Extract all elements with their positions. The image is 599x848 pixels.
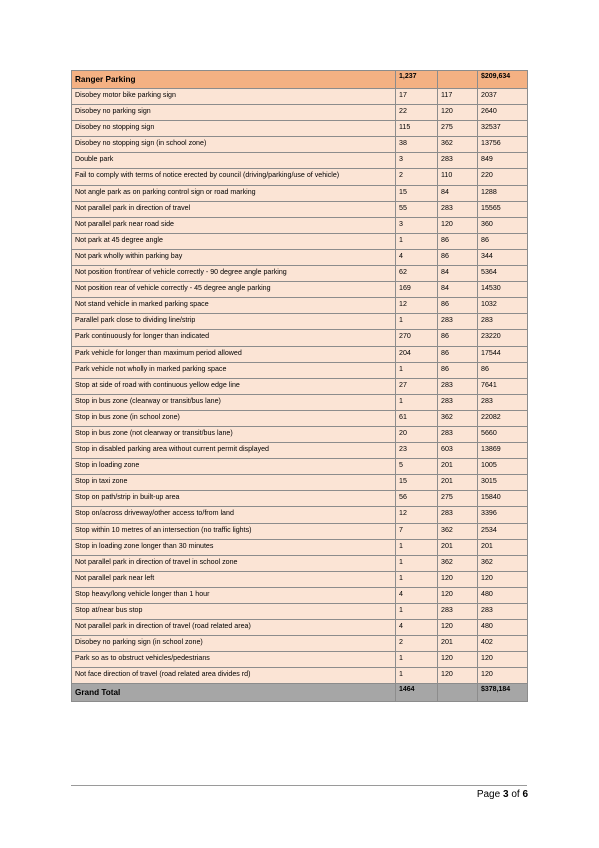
row-total: 283 — [478, 604, 528, 620]
row-count: 204 — [396, 346, 438, 362]
row-total: 120 — [478, 571, 528, 587]
row-description: Stop in bus zone (in school zone) — [72, 410, 396, 426]
row-fine: 86 — [438, 233, 478, 249]
row-total: 360 — [478, 217, 528, 233]
row-total: 13756 — [478, 137, 528, 153]
row-count: 4 — [396, 620, 438, 636]
row-fine: 362 — [438, 523, 478, 539]
row-total: 201 — [478, 539, 528, 555]
table-row — [72, 314, 528, 330]
row-total: 23220 — [478, 330, 528, 346]
row-count: 1 — [396, 668, 438, 684]
row-fine: 120 — [438, 620, 478, 636]
row-count: 20 — [396, 426, 438, 442]
header-label: Ranger Parking — [72, 71, 396, 89]
row-total: 17544 — [478, 346, 528, 362]
row-fine: 201 — [438, 459, 478, 475]
table-row — [72, 475, 528, 491]
table-row — [72, 89, 528, 105]
row-fine: 283 — [438, 314, 478, 330]
table-row — [72, 410, 528, 426]
table-row — [72, 394, 528, 410]
row-count: 15 — [396, 185, 438, 201]
row-description: Stop in disabled parking area without current permit displayed — [72, 443, 396, 459]
row-fine: 120 — [438, 587, 478, 603]
row-description: Not parallel park in direction of travel — [72, 201, 396, 217]
row-count: 1 — [396, 394, 438, 410]
row-count: 1 — [396, 571, 438, 587]
row-count: 7 — [396, 523, 438, 539]
table-row — [72, 266, 528, 282]
page-total: 6 — [522, 789, 528, 800]
page-number: 3 — [502, 789, 509, 800]
row-count: 1 — [396, 555, 438, 571]
grand-total-label: Grand Total — [72, 684, 396, 702]
row-description: Parallel park close to dividing line/strip — [72, 314, 396, 330]
row-total: 5660 — [478, 426, 528, 442]
row-total: 849 — [478, 153, 528, 169]
row-total: 2534 — [478, 523, 528, 539]
row-count: 1 — [396, 652, 438, 668]
row-fine: 86 — [438, 362, 478, 378]
row-count: 56 — [396, 491, 438, 507]
table-row — [72, 362, 528, 378]
table-row — [72, 378, 528, 394]
row-fine: 283 — [438, 604, 478, 620]
row-fine: 201 — [438, 539, 478, 555]
row-fine: 86 — [438, 298, 478, 314]
row-count: 38 — [396, 137, 438, 153]
table-row — [72, 571, 528, 587]
row-description: Double park — [72, 153, 396, 169]
fines-table-container — [71, 70, 527, 702]
row-count: 1 — [396, 233, 438, 249]
row-count: 15 — [396, 475, 438, 491]
row-fine: 86 — [438, 346, 478, 362]
row-fine: 362 — [438, 555, 478, 571]
row-description: Park continuously for longer than indicated — [72, 330, 396, 346]
row-total: 480 — [478, 587, 528, 603]
row-total: 22082 — [478, 410, 528, 426]
row-description: Fail to comply with terms of notice erected by council (driving/parking/use of vehicle) — [72, 169, 396, 185]
page-footer — [477, 789, 528, 800]
table-row — [72, 217, 528, 233]
row-total: 283 — [478, 314, 528, 330]
row-fine: 120 — [438, 217, 478, 233]
row-total: 1032 — [478, 298, 528, 314]
table-row — [72, 298, 528, 314]
row-count: 3 — [396, 153, 438, 169]
row-total: 120 — [478, 652, 528, 668]
row-description: Not angle park as on parking control sign or road marking — [72, 185, 396, 201]
row-description: Stop in bus zone (clearway or transit/bus lane) — [72, 394, 396, 410]
row-fine: 283 — [438, 507, 478, 523]
table-row — [72, 636, 528, 652]
row-fine: 120 — [438, 652, 478, 668]
row-count: 1 — [396, 314, 438, 330]
row-total: 120 — [478, 668, 528, 684]
row-total: 283 — [478, 394, 528, 410]
row-description: Stop in loading zone longer than 30 minutes — [72, 539, 396, 555]
row-fine: 84 — [438, 266, 478, 282]
header-fine — [438, 71, 478, 89]
table-row — [72, 201, 528, 217]
row-count: 12 — [396, 507, 438, 523]
table-row — [72, 668, 528, 684]
grand-total-count: 1464 — [396, 684, 438, 702]
row-total: 362 — [478, 555, 528, 571]
row-fine: 84 — [438, 185, 478, 201]
row-fine: 283 — [438, 201, 478, 217]
row-description: Stop within 10 metres of an intersection (no traffic lights) — [72, 523, 396, 539]
row-fine: 84 — [438, 282, 478, 298]
header-count: 1,237 — [396, 71, 438, 89]
grand-total-amount: $378,184 — [478, 684, 528, 702]
row-fine: 86 — [438, 249, 478, 265]
table-row — [72, 652, 528, 668]
row-total: 220 — [478, 169, 528, 185]
row-count: 3 — [396, 217, 438, 233]
row-total: 15840 — [478, 491, 528, 507]
row-total: 3015 — [478, 475, 528, 491]
row-description: Disobey no stopping sign — [72, 121, 396, 137]
row-description: Disobey no parking sign (in school zone) — [72, 636, 396, 652]
row-description: Park so as to obstruct vehicles/pedestrians — [72, 652, 396, 668]
row-count: 4 — [396, 587, 438, 603]
row-count: 270 — [396, 330, 438, 346]
row-description: Not parallel park near road side — [72, 217, 396, 233]
row-description: Not position front/rear of vehicle correctly - 90 degree angle parking — [72, 266, 396, 282]
row-description: Disobey no stopping sign (in school zone) — [72, 137, 396, 153]
row-fine: 283 — [438, 426, 478, 442]
row-fine: 283 — [438, 153, 478, 169]
row-fine: 120 — [438, 105, 478, 121]
row-fine: 275 — [438, 121, 478, 137]
row-fine: 110 — [438, 169, 478, 185]
row-fine: 362 — [438, 137, 478, 153]
row-description: Not parallel park near left — [72, 571, 396, 587]
row-fine: 362 — [438, 410, 478, 426]
row-total: 15565 — [478, 201, 528, 217]
row-count: 1 — [396, 604, 438, 620]
of-word: of — [511, 789, 520, 800]
row-total: 13869 — [478, 443, 528, 459]
row-description: Stop on path/strip in built-up area — [72, 491, 396, 507]
table-row — [72, 233, 528, 249]
row-description: Stop heavy/long vehicle longer than 1 hour — [72, 587, 396, 603]
row-count: 23 — [396, 443, 438, 459]
header-total: $209,634 — [478, 71, 528, 89]
row-description: Not position rear of vehicle correctly - 45 degree angle parking — [72, 282, 396, 298]
row-fine: 86 — [438, 330, 478, 346]
row-total: 1005 — [478, 459, 528, 475]
row-total: 14530 — [478, 282, 528, 298]
table-row — [72, 443, 528, 459]
row-total: 86 — [478, 362, 528, 378]
row-total: 86 — [478, 233, 528, 249]
row-count: 12 — [396, 298, 438, 314]
table-row — [72, 105, 528, 121]
row-description: Park vehicle for longer than maximum period allowed — [72, 346, 396, 362]
row-count: 61 — [396, 410, 438, 426]
row-description: Disobey no parking sign — [72, 105, 396, 121]
row-total: 344 — [478, 249, 528, 265]
table-row — [72, 587, 528, 603]
table-row — [72, 249, 528, 265]
page-word: Page — [476, 789, 501, 800]
footer-divider — [71, 785, 527, 786]
table-row — [72, 539, 528, 555]
table-row — [72, 185, 528, 201]
row-fine: 275 — [438, 491, 478, 507]
row-total: 2640 — [478, 105, 528, 121]
row-total: 7641 — [478, 378, 528, 394]
row-fine: 283 — [438, 394, 478, 410]
table-row — [72, 137, 528, 153]
row-total: 5364 — [478, 266, 528, 282]
row-description: Stop at side of road with continuous yellow edge line — [72, 378, 396, 394]
row-fine: 603 — [438, 443, 478, 459]
table-row — [72, 169, 528, 185]
row-description: Stop in loading zone — [72, 459, 396, 475]
row-description: Stop in bus zone (not clearway or transit/bus lane) — [72, 426, 396, 442]
table-row — [72, 620, 528, 636]
table-row — [72, 555, 528, 571]
row-total: 3396 — [478, 507, 528, 523]
row-fine: 201 — [438, 475, 478, 491]
table-row — [72, 282, 528, 298]
row-count: 1 — [396, 539, 438, 555]
row-count: 2 — [396, 636, 438, 652]
row-count: 1 — [396, 362, 438, 378]
grand-total-row — [72, 684, 528, 702]
row-description: Disobey motor bike parking sign — [72, 89, 396, 105]
row-total: 32537 — [478, 121, 528, 137]
row-fine: 283 — [438, 378, 478, 394]
row-fine: 117 — [438, 89, 478, 105]
row-total: 2037 — [478, 89, 528, 105]
table-row — [72, 121, 528, 137]
row-count: 22 — [396, 105, 438, 121]
row-description: Stop at/near bus stop — [72, 604, 396, 620]
row-description: Not face direction of travel (road related area divides rd) — [72, 668, 396, 684]
row-count: 27 — [396, 378, 438, 394]
row-description: Not parallel park in direction of travel (road related area) — [72, 620, 396, 636]
row-count: 4 — [396, 249, 438, 265]
table-row — [72, 153, 528, 169]
row-description: Stop in taxi zone — [72, 475, 396, 491]
table-header-row — [72, 71, 528, 89]
table-row — [72, 426, 528, 442]
table-row — [72, 523, 528, 539]
row-description: Park vehicle not wholly in marked parking space — [72, 362, 396, 378]
row-total: 402 — [478, 636, 528, 652]
row-description: Not parallel park in direction of travel in school zone — [72, 555, 396, 571]
table-row — [72, 491, 528, 507]
table-row — [72, 507, 528, 523]
table-row — [72, 346, 528, 362]
row-fine: 201 — [438, 636, 478, 652]
row-count: 17 — [396, 89, 438, 105]
row-description: Stop on/across driveway/other access to/from land — [72, 507, 396, 523]
row-total: 1288 — [478, 185, 528, 201]
row-count: 169 — [396, 282, 438, 298]
fines-table — [71, 70, 528, 702]
row-count: 2 — [396, 169, 438, 185]
row-count: 5 — [396, 459, 438, 475]
grand-total-fine — [438, 684, 478, 702]
row-count: 62 — [396, 266, 438, 282]
row-fine: 120 — [438, 571, 478, 587]
table-row — [72, 604, 528, 620]
row-count: 55 — [396, 201, 438, 217]
row-count: 115 — [396, 121, 438, 137]
row-fine: 120 — [438, 668, 478, 684]
row-description: Not park wholly within parking bay — [72, 249, 396, 265]
table-row — [72, 459, 528, 475]
row-total: 480 — [478, 620, 528, 636]
row-description: Not stand vehicle in marked parking space — [72, 298, 396, 314]
row-description: Not park at 45 degree angle — [72, 233, 396, 249]
table-row — [72, 330, 528, 346]
